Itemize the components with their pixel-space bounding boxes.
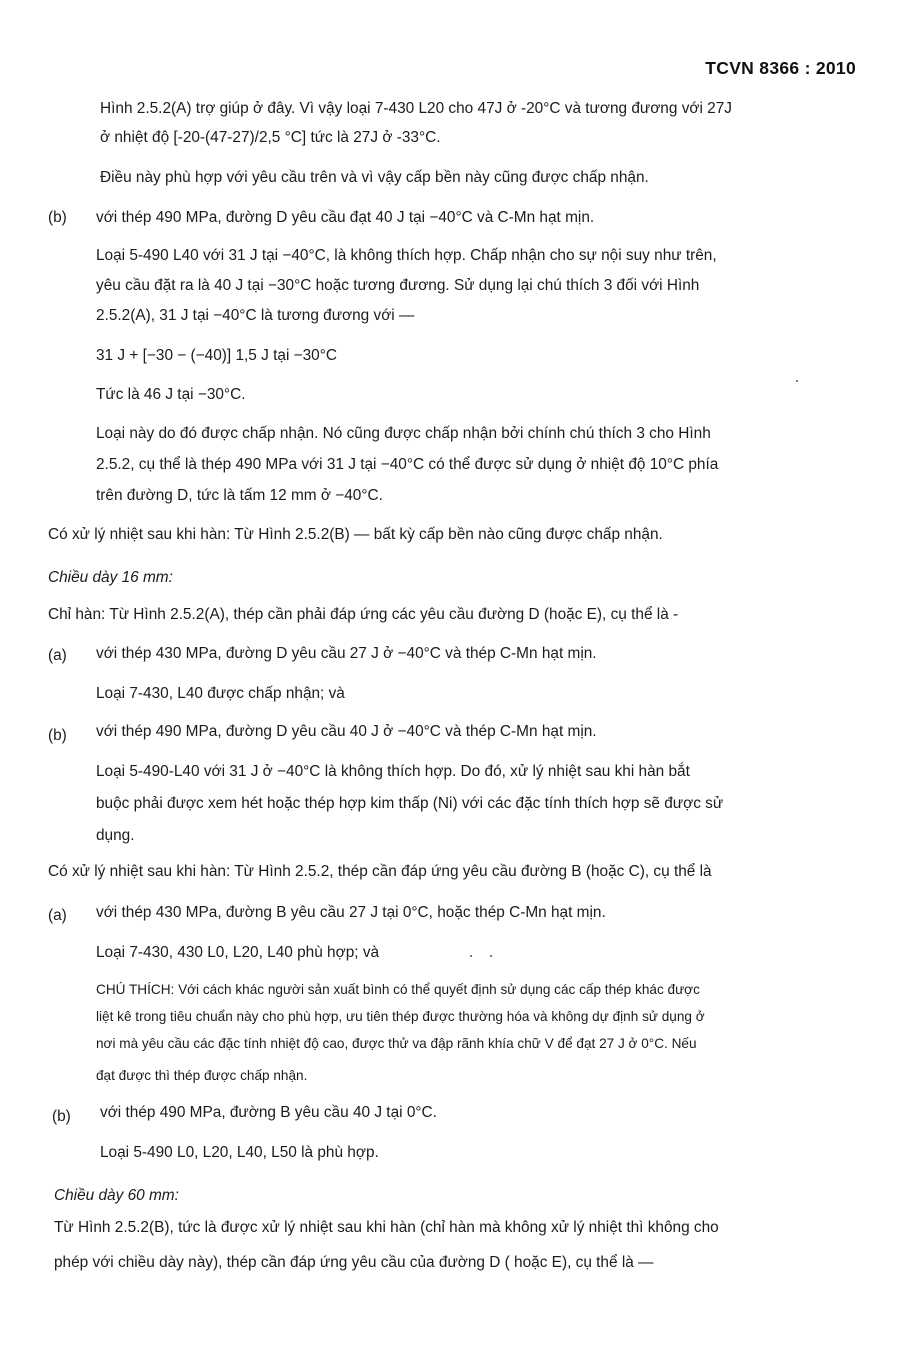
paragraph-line: Có xử lý nhiệt sau khi hàn: Từ Hình 2.5.2(B) — bất kỳ cấp bền nào cũng được chấp nhận.	[48, 526, 663, 543]
paragraph-line: Loại 5-490 L40 với 31 J tại −40°C, là không thích hợp. Chấp nhận cho sự nội suy như trên,	[96, 247, 717, 264]
paragraph-line: yêu cầu đặt ra là 40 J tại −30°C hoặc tương đương. Sử dụng lại chú thích 3 đối với Hình	[96, 277, 700, 294]
list-marker-a: (a)	[48, 647, 67, 664]
note-line: nơi mà yêu cầu các đặc tính nhiệt độ cao, được thử va đập rãnh khía chữ V để đạt 27 J ở 0°C. Nếu	[96, 1036, 697, 1051]
paragraph-line: phép với chiều dày này), thép cần đáp ứng yêu cầu của đường D ( hoặc E), cụ thể là —	[54, 1254, 654, 1271]
formula-line: 31 J + [−30 − (−40)] 1,5 J tại −30°C	[96, 347, 338, 364]
section-subheading: Chiều dày 16 mm:	[48, 569, 173, 586]
note-line: CHÚ THÍCH: Với cách khác người sản xuất bình có thể quyết định sử dụng các cấp thép khác được	[96, 982, 700, 997]
paragraph-line: trên đường D, tức là tấm 12 mm ở −40°C.	[96, 487, 383, 504]
section-subheading: Chiều dày 60 mm:	[54, 1187, 179, 1204]
list-marker-a: (a)	[48, 907, 67, 924]
paragraph-line: dụng.	[96, 827, 135, 844]
paragraph-line: Có xử lý nhiệt sau khi hàn: Từ Hình 2.5.2, thép cần đáp ứng yêu cầu đường B (hoặc C), cụ thể là	[48, 863, 712, 880]
paragraph-line: Loại 5-490-L40 với 31 J ở −40°C là không thích hợp. Do đó, xử lý nhiệt sau khi hàn bắt	[96, 763, 690, 780]
list-item-text: với thép 490 MPa, đường B yêu cầu 40 J tại 0°C.	[100, 1104, 437, 1121]
list-item-text: với thép 490 MPa, đường D yêu cầu 40 J ở −40°C và thép C-Mn hạt mịn.	[96, 723, 597, 740]
list-marker-b: (b)	[48, 209, 67, 226]
scan-speck	[470, 955, 472, 957]
list-item-text: với thép 430 MPa, đường B yêu cầu 27 J tại 0°C, hoặc thép C-Mn hạt mịn.	[96, 904, 606, 921]
paragraph-line: Loại 7-430, L40 được chấp nhận; và	[96, 685, 345, 702]
paragraph-line: Chỉ hàn: Từ Hình 2.5.2(A), thép cần phải đáp ứng các yêu cầu đường D (hoặc E), cụ thể là -	[48, 606, 679, 623]
paragraph-line: 2.5.2, cụ thể là thép 490 MPa với 31 J tại −40°C có thể được sử dụng ở nhiệt độ 10°C phía	[96, 456, 719, 473]
scan-speck	[490, 955, 492, 957]
paragraph-line: 2.5.2(A), 31 J tại −40°C là tương đương với —	[96, 307, 415, 324]
document-code: TCVN 8366 : 2010	[705, 58, 856, 78]
paragraph-line: Loại này do đó được chấp nhận. Nó cũng được chấp nhận bởi chính chú thích 3 cho Hình	[96, 425, 711, 442]
paragraph-line: Điều này phù hợp với yêu cầu trên và vì vậy cấp bền này cũng được chấp nhận.	[100, 169, 649, 186]
scan-speck	[796, 380, 798, 382]
paragraph-line: ở nhiệt độ [-20-(47-27)/2,5 °C] tức là 27J ở -33°C.	[100, 129, 441, 146]
paragraph-line: buộc phải được xem hét hoặc thép hợp kim thấp (Ni) với các đặc tính thích hợp sẽ được sử	[96, 795, 724, 812]
paragraph-line: Từ Hình 2.5.2(B), tức là được xử lý nhiệt sau khi hàn (chỉ hàn mà không xử lý nhiệt thì không cho	[54, 1219, 719, 1236]
paragraph-line: Tức là 46 J tại −30°C.	[96, 386, 246, 403]
note-line: đạt được thì thép được chấp nhận.	[96, 1068, 308, 1083]
note-line: liệt kê trong tiêu chuẩn này cho phù hợp, ưu tiên thép được thường hóa và không dự định sử dụng ở	[96, 1009, 705, 1024]
paragraph-line: Loại 5-490 L0, L20, L40, L50 là phù hợp.	[100, 1144, 379, 1161]
list-marker-b: (b)	[52, 1108, 71, 1125]
list-item-text: với thép 430 MPa, đường D yêu cầu 27 J ở −40°C và thép C-Mn hạt mịn.	[96, 645, 597, 662]
paragraph-line: Loại 7-430, 430 L0, L20, L40 phù hợp; và	[96, 944, 380, 961]
paragraph-line: Hình 2.5.2(A) trợ giúp ở đây. Vì vậy loại 7-430 L20 cho 47J ở -20°C và tương đương với 27J	[100, 100, 732, 117]
list-marker-b: (b)	[48, 727, 67, 744]
list-item-text: với thép 490 MPa, đường D yêu cầu đạt 40 J tại −40°C và C-Mn hạt mịn.	[96, 209, 595, 226]
